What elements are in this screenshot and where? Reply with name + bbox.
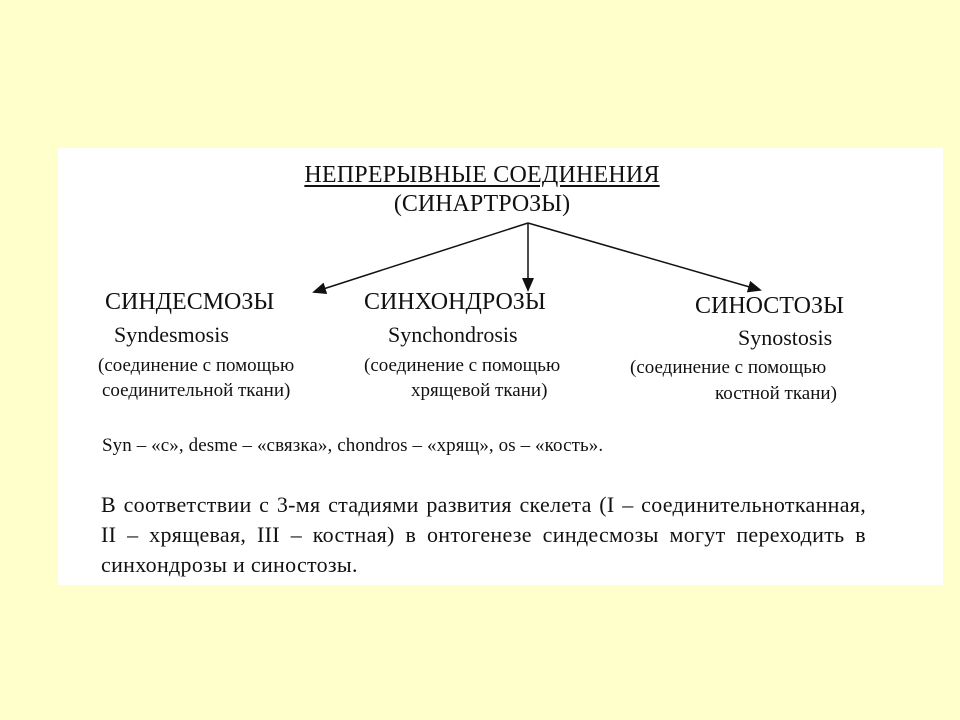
synostosis-description-line-1: (соединение с помощью — [630, 357, 827, 378]
synostosis-name: СИНОСТОЗЫ — [695, 293, 844, 319]
etymology-line: Syn – «с», desme – «связка», chondros – «хрящ», os – «кость». — [102, 435, 604, 456]
syndesmosis-name: СИНДЕСМОЗЫ — [105, 289, 275, 315]
synchondrosis-latin: Synchondrosis — [388, 322, 518, 347]
syndesmosis-description-line-1: (соединение с помощью — [98, 355, 295, 376]
synostosis-latin: Synostosis — [738, 325, 833, 350]
syndesmosis-latin: Syndesmosis — [114, 322, 229, 347]
synchondrosis-description-line-2: хрящевой ткани) — [411, 380, 548, 401]
synostosis-description-line-2: костной ткани) — [715, 383, 837, 404]
slide-panel — [58, 148, 943, 585]
arrow-to-syndesmosis — [314, 223, 528, 292]
synchondrosis-name: СИНХОНДРОЗЫ — [364, 289, 546, 315]
diagram-title: НЕПРЕРЫВНЫЕ СОЕДИНЕНИЯ — [304, 162, 660, 188]
development-note: В соответствии с 3-мя стадиями развития скелета (I – соединительнотканная, II – хрящевая, III – костная) в онтогенезе синдесмозы могут переходить в синхондрозы и синостозы. — [101, 492, 866, 577]
synchondrosis-description-line-1: (соединение с помощью — [364, 355, 561, 376]
diagram-subtitle: (СИНАРТРОЗЫ) — [393, 191, 571, 217]
arrow-to-synostosis — [528, 223, 760, 290]
syndesmosis-description-line-2: соединительной ткани) — [102, 380, 291, 401]
